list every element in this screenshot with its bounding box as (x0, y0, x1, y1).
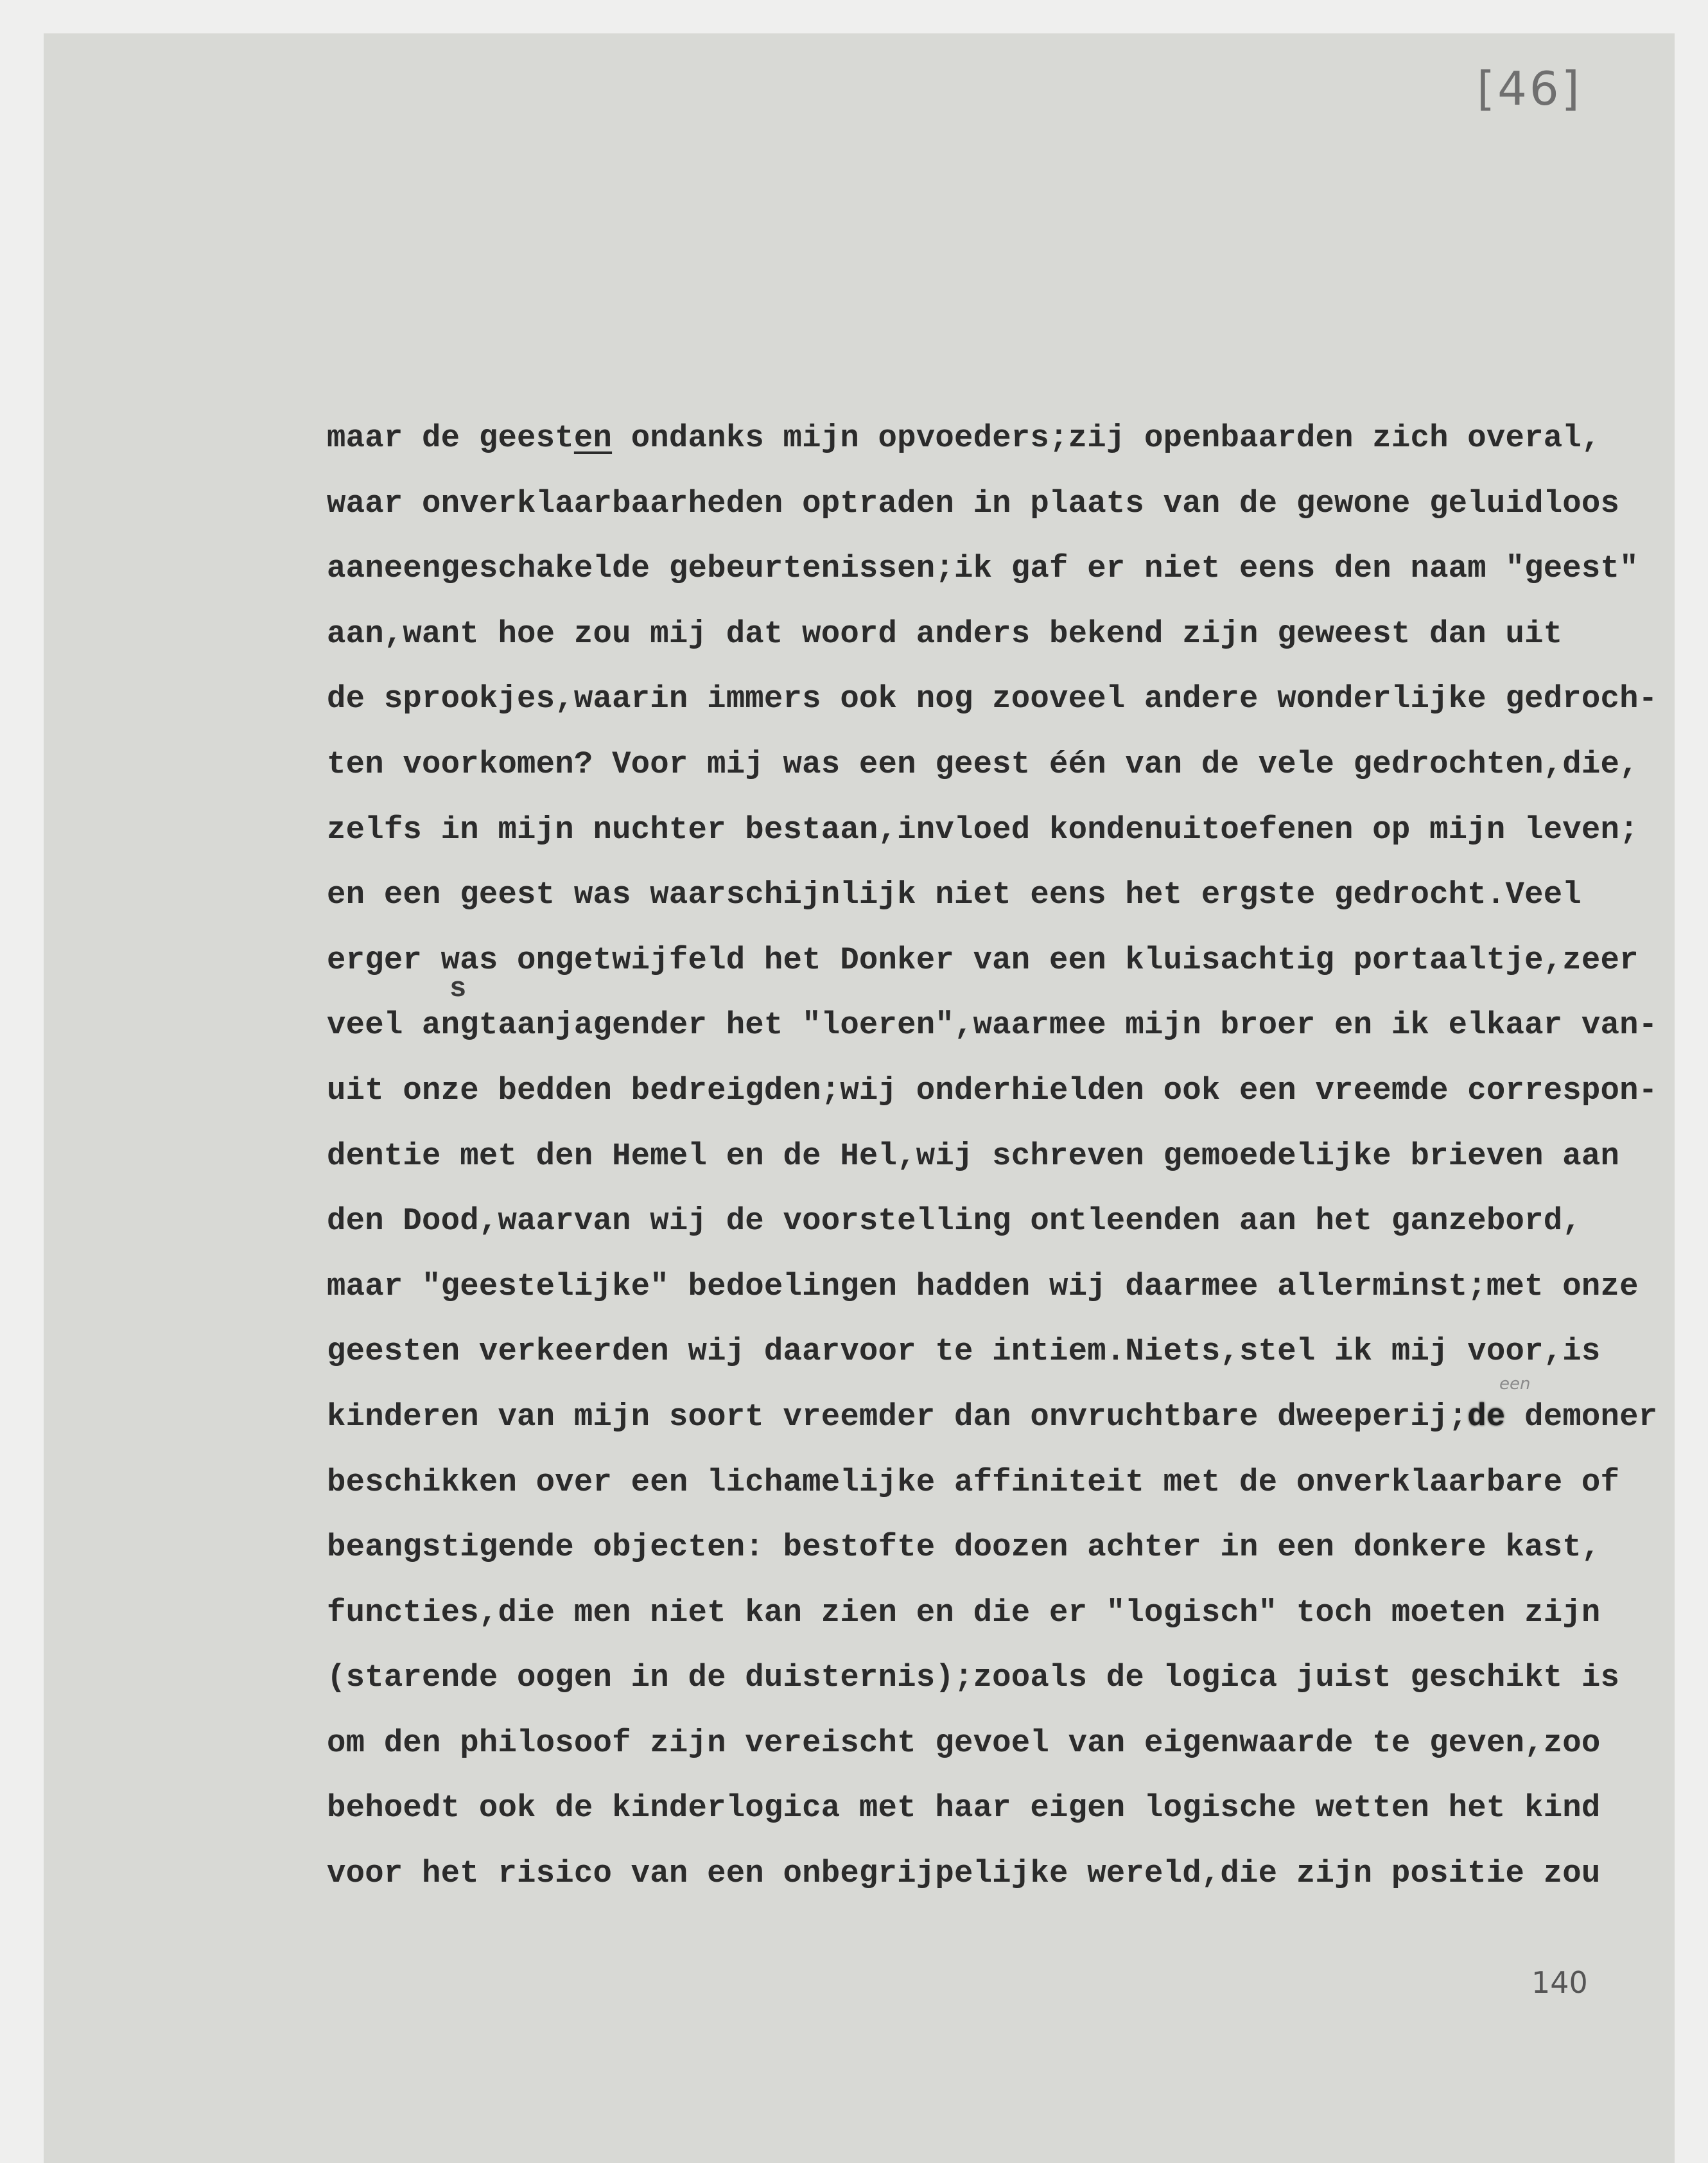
inserted-letter-annotation: s (449, 973, 467, 1005)
text-line: zelfs in mijn nuchter bestaan,invloed kondenuitoefenen op mijn leven; (327, 811, 1639, 848)
text-line: geesten verkeerden wij daarvoor te intiem.Niets,stel ik mij voor,is (327, 1333, 1601, 1370)
text-segment: maar de geest (327, 420, 574, 456)
text-line: (starende oogen in de duisternis);zooals de logica juist geschikt is (327, 1659, 1620, 1696)
text-line: behoedt ook de kinderlogica met haar eigen logische wetten het kind (327, 1790, 1601, 1826)
text-line (327, 1385, 1657, 1450)
text-segment: ondanks mijn opvoeders;zij openbaarden zich overal, (612, 420, 1601, 456)
text-line: aaneengeschakelde gebeurtenissen;ik gaf er niet eens den naam "geest" (327, 550, 1639, 587)
text-line: om den philosoof zijn vereischt gevoel van eigenwaarde te geven,zoo (327, 1724, 1601, 1761)
text-line: erger was ongetwijfeld het Donker van een kluisachtig portaaltje,zeer (327, 941, 1639, 978)
text-line: veel angtaanjagender het "loeren",waarmee mijn broer en ik elkaar van- (327, 1007, 1658, 1044)
text-line: maar "geestelijke" bedoelingen hadden wij daarmee allerminst;met onze (327, 1268, 1639, 1304)
page-number-annotation: [46] (1477, 62, 1582, 116)
text-line: ten voorkomen? Voor mij was een geest één van de vele gedrochten,die, (327, 746, 1639, 782)
text-line: den Dood,waarvan wij de voorstelling ontleenden aan het ganzebord, (327, 1203, 1582, 1239)
text-line: de sprookjes,waarin immers ook nog zooveel andere wonderlijke gedroch- (327, 681, 1658, 717)
text-line: beangstigende objecten: bestofte doozen achter in een donkere kast, (327, 1529, 1601, 1566)
typed-text (327, 406, 1657, 1907)
text-line: en een geest was waarschijnlijk niet eens het ergste gedrocht.Veel (327, 877, 1582, 913)
text-segment: kinderen van mijn soort vreemder dan onvruchtbare dweeperij; (327, 1398, 1468, 1435)
text-line: uit onze bedden bedreigden;wij onderhielden ook een vreemde correspon- (327, 1072, 1658, 1108)
text-line: dentie met den Hemel en de Hel,wij schreven gemoedelijke brieven aan (327, 1137, 1620, 1174)
text-line: aan,want hoe zou mij dat woord anders bekend zijn geweest dan uit (327, 615, 1563, 652)
text-line: beschikken over een lichamelijke affiniteit met de onverklaarbare of (327, 1464, 1620, 1500)
text-segment: demoner (1505, 1398, 1658, 1435)
text-line: waar onverklaarbaarheden optraden in plaats van de gewone geluidloos (327, 485, 1620, 521)
underlined-text: en (573, 420, 613, 456)
folio-number-annotation: 140 (1531, 1965, 1588, 2000)
text-line (327, 406, 1657, 471)
struck-text: de (1467, 1398, 1506, 1435)
text-line: voor het risico van een onbegrijpelijke wereld,die zijn positie zou (327, 1855, 1601, 1892)
pencil-correction-annotation: een (1499, 1374, 1531, 1394)
text-line: functies,die men niet kan zien en die er "logisch" toch moeten zijn (327, 1594, 1601, 1631)
